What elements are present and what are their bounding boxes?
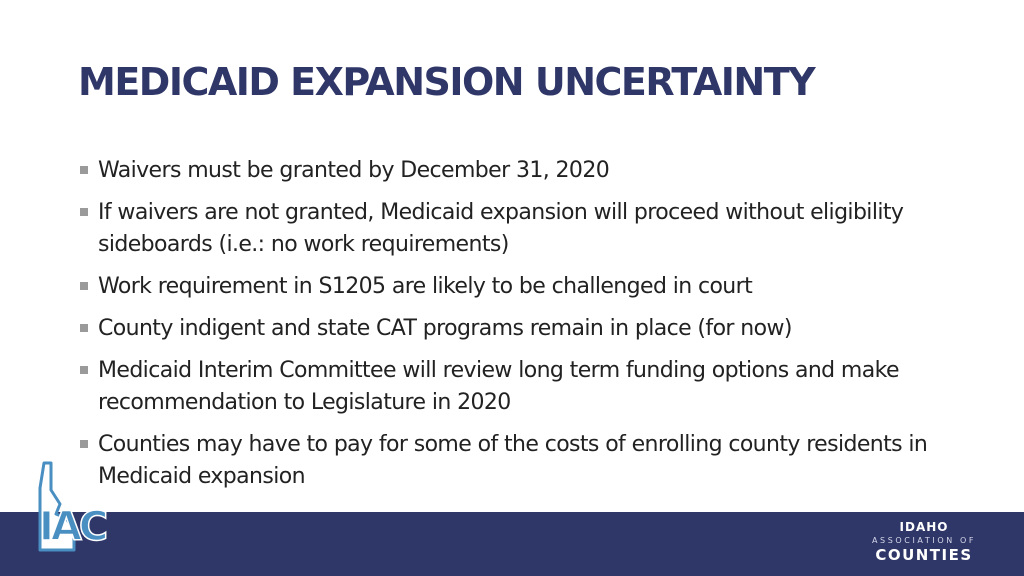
bullet-item <box>78 271 958 303</box>
bullet-item <box>78 197 958 261</box>
square-bullet-icon <box>80 208 88 216</box>
bullet-text: Medicaid Interim Committee will review long term funding options and make recommendation to Legislature in 2020 <box>98 358 899 415</box>
bullet-text: Waivers must be granted by December 31, 2020 <box>98 158 610 183</box>
bullet-text: Counties may have to pay for some of the costs of enrolling county residents in Medicaid expansion <box>98 432 928 489</box>
brand-line-counties: COUNTIES <box>875 546 973 564</box>
bullet-text: County indigent and state CAT programs remain in place (for now) <box>98 316 792 341</box>
bullet-text: If waivers are not granted, Medicaid expansion will proceed without eligibility sideboards (i.e.: no work requirements) <box>98 200 904 257</box>
slide-title: MEDICAID EXPANSION UNCERTAINTY <box>78 60 815 104</box>
brand-wordmark <box>860 520 988 564</box>
bullet-item <box>78 355 958 419</box>
logo-text: IAC <box>39 504 106 550</box>
square-bullet-icon <box>80 366 88 374</box>
bullet-text: Work requirement in S1205 are likely to be challenged in court <box>98 274 753 299</box>
bullet-item <box>78 155 958 187</box>
square-bullet-icon <box>80 440 88 448</box>
idaho-state-outline-iac-logo-icon <box>34 460 134 552</box>
brand-line-idaho: IDAHO <box>899 520 949 534</box>
brand-line-association: ASSOCIATION OF <box>871 536 977 545</box>
bullet-list <box>78 155 958 503</box>
square-bullet-icon <box>80 324 88 332</box>
bullet-item <box>78 429 958 493</box>
square-bullet-icon <box>80 166 88 174</box>
square-bullet-icon <box>80 282 88 290</box>
bullet-item <box>78 313 958 345</box>
